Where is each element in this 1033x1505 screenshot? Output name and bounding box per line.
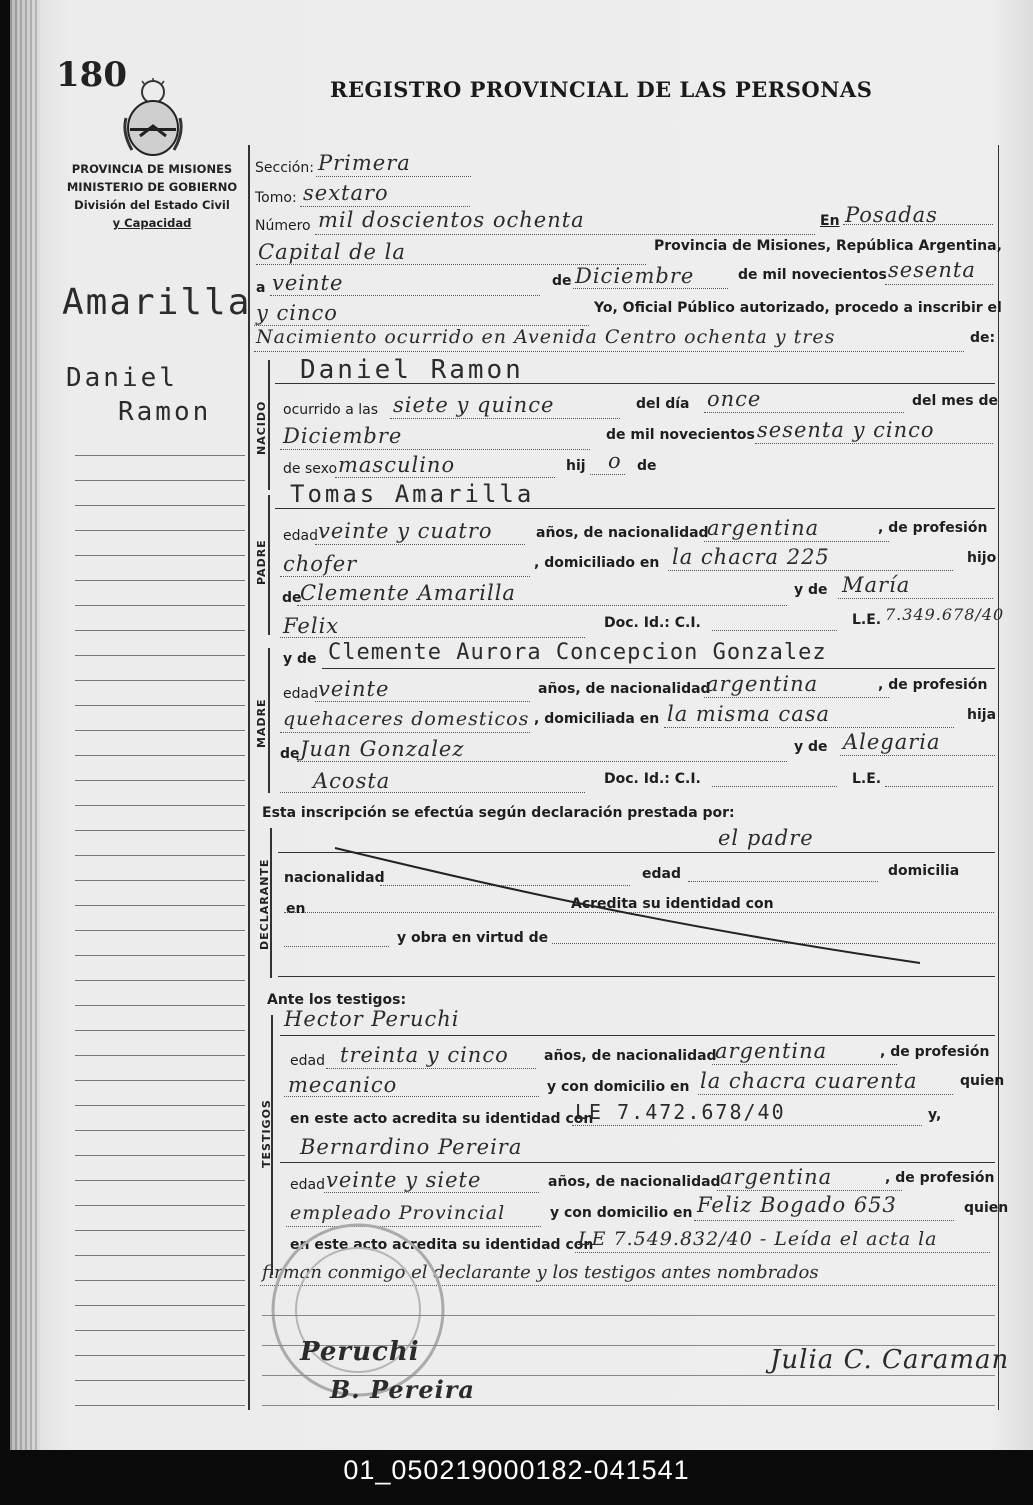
madre-nac-label: años, de nacionalidad	[538, 681, 711, 697]
declarante-nac-label: nacionalidad	[284, 870, 385, 886]
padre-prof-label: , de profesión	[878, 520, 988, 536]
t2-edad-label: edad	[290, 1177, 325, 1193]
t2-dom-value: Feliz Bogado 653	[697, 1193, 897, 1217]
declarante-obra-label: y obra en virtud de	[397, 930, 549, 946]
en-value: Posadas	[845, 203, 938, 227]
madre-name: Clemente Aurora Concepcion Gonzalez	[328, 640, 827, 665]
padre-prof-value: chofer	[283, 552, 358, 576]
t1-edad-value: treinta y cinco	[340, 1043, 509, 1067]
anio-text: de mil novecientos	[738, 267, 887, 283]
t1-dom-value: la chacra cuarenta	[700, 1069, 918, 1093]
t2-nac-label: años, de nacionalidad	[548, 1174, 721, 1190]
declarante-dom-label: domicilia	[888, 863, 960, 879]
nacido-de-label: de	[637, 458, 657, 474]
madre-edad-value: veinte	[318, 677, 390, 701]
dia-value-nacido: once	[707, 387, 762, 411]
madre-padre-value: Juan Gonzalez	[300, 737, 465, 761]
form-right-border	[998, 145, 999, 1410]
signature-1: Peruchi	[300, 1337, 420, 1367]
t1-nac-label: años, de nacionalidad	[544, 1048, 717, 1064]
padre-name: Tomas Amarilla	[290, 480, 535, 508]
declarante-intro: Esta inscripción se efectúa según declaración prestada por:	[262, 805, 735, 821]
t2-name: Bernardino Pereira	[300, 1135, 523, 1159]
mes-value: Diciembre	[575, 264, 695, 288]
declarante-edad-label: edad	[642, 866, 681, 882]
madre-de-label: de	[280, 746, 300, 762]
agency-line4: y Capacidad	[112, 216, 192, 230]
agency-line2: MINISTERIO DE GOBIERNO	[66, 180, 238, 194]
hij-label: hij	[566, 458, 586, 474]
padre-le-label: L.E.	[852, 612, 882, 628]
t1-y-label: y,	[928, 1107, 942, 1123]
t2-quien-label: quien	[964, 1200, 1009, 1216]
oficial-text: Yo, Oficial Público autorizado, procedo a inscribir el	[594, 300, 1002, 316]
testigos-label: TESTIGOS	[260, 1099, 273, 1168]
t1-doc-value: LE 7.472.678/40	[575, 1100, 786, 1124]
en-label: En	[820, 213, 840, 229]
mes-label: del mes de	[912, 393, 998, 409]
page-number: 180	[56, 55, 127, 95]
t2-prof-label: , de profesión	[885, 1170, 995, 1186]
madre-prof-value: quehaceres domesticos	[283, 708, 530, 730]
agency-block	[62, 160, 242, 232]
de-colon: de:	[970, 330, 996, 346]
margin-given-2: Ramon	[118, 397, 212, 427]
nacimiento-value: Nacimiento ocurrido en Avenida Centro ochenta y tres	[256, 326, 836, 348]
madre-doc-label: Doc. Id.: C.I.	[604, 771, 701, 787]
padre-hijo-label: hijo	[967, 550, 997, 566]
madre-madre-value-2: Acosta	[313, 769, 391, 793]
madre-yde-label: y de	[283, 651, 317, 667]
de-label: de	[552, 273, 572, 289]
hij-value: o	[608, 449, 622, 473]
padre-edad-value: veinte y cuatro	[318, 519, 493, 543]
padre-de-label: de	[282, 590, 302, 606]
padre-madre-value-2: Felix	[283, 614, 340, 638]
padre-doc-label: Doc. Id.: C.I.	[604, 615, 701, 631]
t2-doc-value: LE 7.549.832/40 - Leída el acta la	[578, 1228, 938, 1250]
tomo-label: Tomo:	[255, 190, 297, 206]
declarante-en-label: en	[286, 901, 306, 917]
page-title: REGISTRO PROVINCIAL DE LAS PERSONAS	[330, 77, 873, 102]
declarante-value: el padre	[718, 826, 814, 850]
anio-value: sesenta	[888, 258, 976, 282]
signature-2: B. Pereira	[330, 1375, 475, 1404]
padre-edad-label: edad	[283, 528, 318, 544]
image-id-caption: 01_050219000182-041541	[343, 1455, 690, 1485]
dia-label: del día	[636, 396, 690, 412]
coat-of-arms-icon	[122, 78, 184, 158]
padre-nac-value: argentina	[707, 516, 820, 540]
capital-value: Capital de la	[258, 240, 406, 264]
sexo-value: masculino	[338, 453, 456, 477]
closing-text: firman conmigo el declarante y los testigos antes nombrados	[262, 1262, 819, 1283]
declarante-acredita-label: Acredita su identidad con	[571, 896, 774, 912]
padre-dom-value: la chacra 225	[672, 545, 830, 569]
margin-given-1: Daniel	[66, 363, 178, 393]
t1-dom-label: y con domicilio en	[547, 1079, 690, 1095]
hora-label: ocurrido a las	[283, 402, 378, 418]
official-signature: Julia C. Caraman	[770, 1345, 1010, 1375]
t2-acredita-label: en este acto acredita su identidad con	[290, 1237, 594, 1253]
numero-label: Número	[255, 218, 311, 234]
provincia-text: Provincia de Misiones, República Argentina,	[654, 238, 1002, 254]
t1-nac-value: argentina	[715, 1039, 828, 1063]
numero-value: mil doscientos ochenta	[318, 208, 585, 232]
sexo-label: de sexo	[283, 461, 338, 477]
agency-line3: División del Estado Civil	[74, 198, 230, 212]
margin-surname: Amarilla	[62, 282, 252, 323]
padre-label: PADRE	[255, 539, 268, 585]
padre-nac-label: años, de nacionalidad	[536, 525, 709, 541]
madre-hija-label: hija	[967, 707, 997, 723]
testigos-intro: Ante los testigos:	[267, 992, 407, 1008]
madre-madre-value: Alegaria	[843, 730, 941, 754]
madre-yde2-label: y de	[794, 739, 828, 755]
nacido-label: NACIDO	[255, 400, 268, 455]
padre-dom-label: , domiciliado en	[534, 555, 660, 571]
t1-edad-label: edad	[290, 1053, 325, 1069]
nacido-anio-label: de mil novecientos	[606, 427, 755, 443]
t2-nac-value: argentina	[720, 1165, 833, 1189]
t1-prof-value: mecanico	[288, 1073, 398, 1097]
t2-dom-label: y con domicilio en	[550, 1205, 693, 1221]
page-edges	[10, 0, 40, 1450]
padre-yde-label: y de	[794, 582, 828, 598]
dia-value: veinte	[272, 271, 344, 295]
nacido-mes: Diciembre	[283, 424, 403, 448]
madre-edad-label: edad	[283, 686, 318, 702]
anio-value-2: y cinco	[256, 301, 338, 325]
t1-prof-label: , de profesión	[880, 1044, 990, 1060]
t2-prof-value: empleado Provincial	[290, 1202, 506, 1224]
madre-dom-label: , domiciliada en	[534, 711, 660, 727]
padre-le-value: 7.349.678/40	[885, 605, 1005, 624]
hora-value: siete y quince	[393, 393, 555, 417]
tomo-value: sextaro	[303, 181, 389, 205]
nacido-name: Daniel Ramon	[300, 355, 524, 385]
a-label: a	[256, 280, 266, 296]
t1-quien-label: quien	[960, 1073, 1005, 1089]
nacido-anio-value: sesenta y cinco	[757, 418, 935, 442]
padre-madre-value: María	[842, 573, 911, 597]
madre-prof-label: , de profesión	[878, 677, 988, 693]
padre-padre-value: Clemente Amarilla	[300, 581, 516, 605]
padre-bar	[268, 495, 270, 635]
seccion-value: Primera	[318, 151, 411, 175]
madre-le-label: L.E.	[852, 771, 882, 787]
madre-bar	[268, 648, 270, 793]
agency-line1: PROVINCIA DE MISIONES	[71, 162, 233, 176]
madre-label: MADRE	[255, 698, 268, 748]
madre-dom-value: la misma casa	[667, 702, 831, 726]
nacido-bar	[268, 360, 270, 490]
seccion-label: Sección:	[255, 160, 314, 176]
t1-acredita-label: en este acto acredita su identidad con	[290, 1111, 594, 1127]
t1-name: Hector Peruchi	[284, 1007, 460, 1031]
madre-nac-value: argentina	[706, 672, 819, 696]
form-left-border	[248, 145, 250, 1410]
declarante-label: DECLARANTE	[258, 858, 271, 950]
declarante-strike-line	[330, 845, 930, 970]
t2-edad-value: veinte y siete	[326, 1168, 482, 1192]
